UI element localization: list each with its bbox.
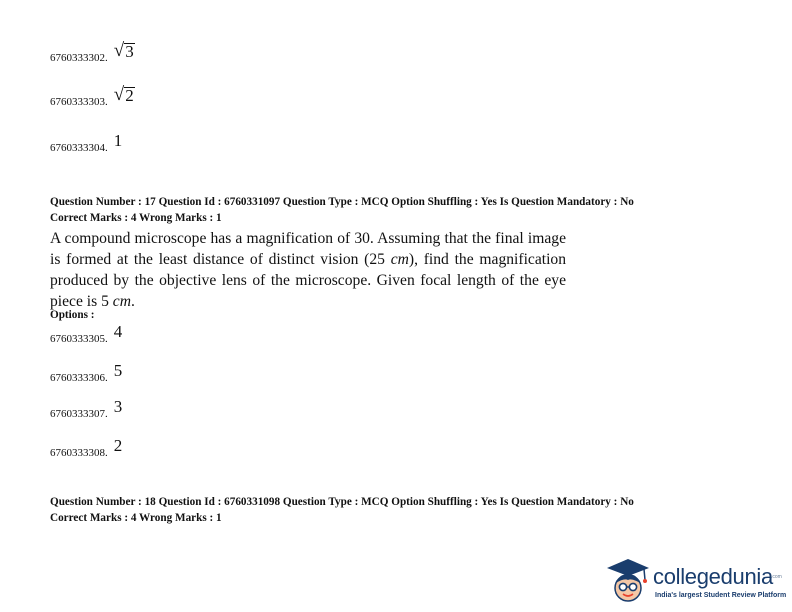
option-id: 6760333302. (50, 52, 108, 64)
radicand: 2 (125, 86, 134, 105)
option-value: 5 (113, 361, 123, 380)
option-value: 3 (113, 397, 123, 416)
option-value (114, 86, 135, 104)
option-row (50, 397, 123, 420)
question-18-meta-line2: Correct Marks : 4 Wrong Marks : 1 (50, 512, 222, 524)
question-17-meta (50, 194, 634, 226)
question-17-meta-line1: Question Number : 17 Question Id : 6760331097 Question Type : MCQ Option Shuffling : Yes Is Question Mandatory : No (50, 196, 634, 208)
sqrt-expression (114, 42, 135, 60)
option-value: 4 (113, 322, 123, 341)
radicand: 3 (125, 42, 134, 61)
option-id: 6760333304. (50, 142, 108, 154)
option-value (114, 42, 135, 60)
option-row (50, 436, 123, 459)
option-id: 6760333303. (50, 96, 108, 108)
option-row (50, 322, 123, 345)
logo-suffix: .com (771, 574, 782, 580)
collegedunia-logo (604, 556, 787, 606)
option-id: 6760333306. (50, 372, 108, 384)
option-value: 2 (113, 436, 123, 455)
sqrt-expression (114, 86, 135, 104)
question-17-text (50, 228, 566, 312)
question-text-part: . (130, 293, 135, 310)
question-text-part: ), find the magnification produced by the objective lens of the microscope. Given focal length of the eye piece is 5 (50, 251, 566, 310)
option-id: 6760333308. (50, 447, 108, 459)
question-17-meta-line2: Correct Marks : 4 Wrong Marks : 1 (50, 212, 222, 224)
logo-wordmark: collegedunia (653, 564, 773, 589)
question-18-meta (50, 494, 634, 526)
option-id: 6760333305. (50, 333, 108, 345)
question-18-meta-line1: Question Number : 18 Question Id : 6760331098 Question Type : MCQ Option Shuffling : Yes Is Question Mandatory : No (50, 496, 634, 508)
option-id: 6760333307. (50, 408, 108, 420)
option-row (50, 361, 123, 384)
option-row (50, 40, 135, 64)
question-text-part: A compound microscope has a magnification of 30. Assuming that the final image is formed at the least distance of distinct vision (25 (50, 230, 566, 268)
unit-cm: cm (112, 293, 131, 310)
logo-tagline: India's largest Student Review Platform (655, 592, 787, 599)
options-label: Options : (50, 309, 95, 321)
mascot-icon (604, 556, 652, 606)
unit-cm: cm (390, 251, 409, 268)
radical-sign: √ (113, 84, 125, 105)
option-value: 1 (113, 131, 123, 150)
option-row (50, 131, 123, 154)
radical-sign: √ (113, 40, 125, 61)
option-row (50, 84, 135, 108)
